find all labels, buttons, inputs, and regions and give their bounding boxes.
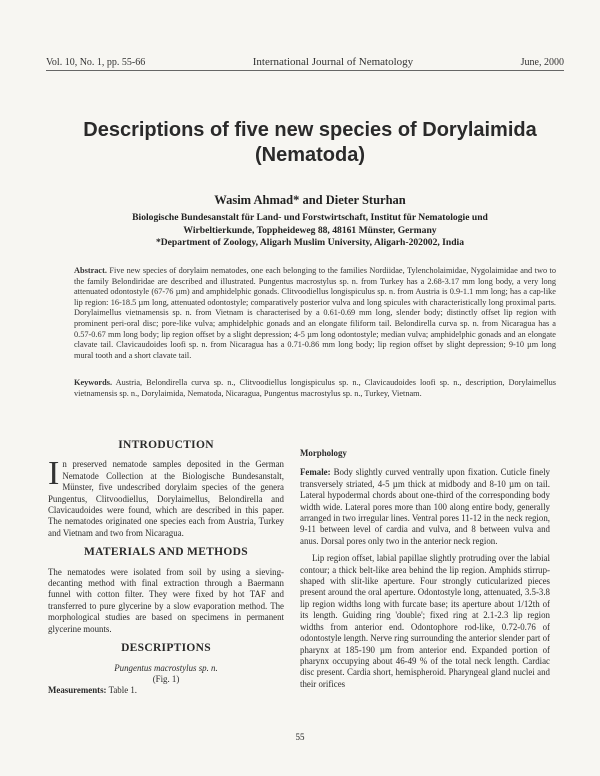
volume-info: Vol. 10, No. 1, pp. 55-66: [46, 57, 146, 68]
authors: Wasim Ahmad* and Dieter Sturhan: [214, 193, 406, 207]
title-line-1: Descriptions of five new species of Dorylaimida: [83, 119, 537, 141]
introduction-paragraph: [48, 455, 284, 539]
morphology-heading: Morphology: [300, 448, 347, 458]
left-column: [48, 440, 284, 697]
running-header: [46, 56, 564, 68]
introduction-heading: INTRODUCTION: [118, 439, 214, 451]
article-title: [40, 118, 580, 168]
measurements-text: Table 1.: [108, 685, 138, 696]
female-label: Female:: [300, 467, 331, 478]
measurements-label: Measurements:: [48, 685, 107, 696]
abstract: [74, 266, 556, 361]
figure-reference: (Fig. 1): [152, 673, 180, 684]
issue-date: June, 2000: [520, 57, 564, 68]
descriptions-heading: DESCRIPTIONS: [121, 642, 211, 655]
abstract-label: Abstract.: [74, 266, 107, 275]
female-text: Body slightly curved ventrally upon fixation. Cuticle finely transversely striated, 4-5 µm thick at midbody and 8-10 µm on tail. Lateral hypodermal chords about one-third of the corresponding body width wide. Lateral pores more than 100 along entire body, generally arranged in two irregular lines. Ventral pores 11-12 in the neck region, 9-11 between level of cardia and vulva, and 8 between vulva and anus. Dorsal pores only two in the anterior neck region.: [300, 467, 550, 546]
title-line-2: (Nematoda): [254, 144, 365, 166]
affiliation-line-3: *Department of Zoology, Aligarh Muslim University, Aligarh-202002, India: [155, 237, 465, 248]
affiliation-line-2: Wirbeltierkunde, Toppheideweg 88, 48161 Münster, Germany: [183, 224, 437, 236]
materials-methods-heading: MATERIALS AND METHODS: [84, 546, 248, 559]
female-paragraph: [300, 467, 550, 547]
species-name: Pungentus macrostylus sp. n.: [114, 662, 218, 673]
affiliations: [60, 212, 560, 250]
right-column: [300, 448, 550, 696]
keywords: [74, 378, 556, 399]
affiliation-line-1: Biologische Bundesanstalt für Land- und Forstwirtschaft, Institut für Nematologie und: [132, 212, 488, 223]
measurements-line: [48, 685, 284, 696]
introduction-text: n preserved nematode samples deposited in the German Nematode Collection at the Biologische Bundesanstalt, Münster, five undescribed dorylaim species of the genera Pungentus, Clitvoodiellus, Dorylaimellus, Belondirella and Clavicaudoides were found, which are described in this paper. The nematodes originated one species each from Austria, Turkey and Vietnam and two from Nicaragua.: [48, 459, 284, 538]
keywords-label: Keywords.: [74, 378, 113, 387]
keywords-text: Austria, Belondirella curva sp. n., Clitvoodiellus longispiculus sp. n., Clavicaudoides loofi sp. n., description, Dorylaimellus vietnamensis sp. n., Dorylaimida, Nematoda, Nicaragua, Pungentus macrostylus sp. n., Turkey, Vietnam.: [74, 378, 556, 398]
lip-region-paragraph: Lip region offset, labial papillae slightly protruding over the labial contour; a thick belt-like area behind the lip region. Amphids stirrup-shaped with slit-like aperture. Four strongly cuticularized pieces present around the oral aperture. Odontostyle long, attenuated, 3.5-3.8 lip region widths long with furcate base; its aperture about 1/12th of its length. Guiding ring 'double'; fixed ring at 2.1-2.3 lip region widths from anterior end. Odontophore rod-like, 0.72-0.76 of odontostyle length. Nerve ring surrounding the anterior slender part of pharynx at 185-190 µm from anterior end. Expanded portion of pharynx occupying about 46-49 % of the total neck length. Cardiac disc present. Cardia short, hemispheroid. Pharyngeal gland nuclei and their orifices: [300, 553, 550, 689]
drop-cap: I: [48, 455, 60, 493]
journal-name: International Journal of Nematology: [252, 56, 414, 68]
header-rule: [46, 70, 564, 71]
abstract-text: Five new species of dorylaim nematodes, one each belonging to the families Nordiidae, Tylencholaimidae, Nygolaimidae and two to the family Belondiridae are described and illustrated. Pungentus macrostylus sp. n. from Turkey has a 2.68-3.17 mm long body, a very long attenuated odontostyle (67-76 µm) and amphidelphic gonads. Clitvoodiellus longispiculus sp. n. from Austria is 0.9-1.1 mm long; has a cap-like lip region: 16-18.5 µm long, attenuated odontostyle; comparatively posterior vulva and long spicules with characteristically long proximal parts. Dorylaimellus vietnamensis sp. n. from Vietnam is characterised by a 0.61-0.69 mm long, slender body; distinctly offset lip region with prominent peri-oral disc; pore-like vulva; amphidelphic gonads and an elongate filiform tail. Belondirella curva sp. n. from Nicaragua has a 0.57-0.67 mm long body; lip region offset by a slight depression; 4-5 µm long odontostyle; median vulva; amphidelphic gonads and an elongate clavate tail. Clavicaudoides loofi sp. n. from Nicaragua has a 0.71-0.86 mm long body; lip region offset by slight depression; 9-10 µm long mural tooth and a short clavate tail.: [74, 266, 556, 360]
materials-methods-text: The nematodes were isolated from soil by using a sieving-decanting method with final extraction through a Baermann funnel with cotton filter. They were fixed by hot TAF and transferred to pure glycerine by a slow evaporation method. The morphological studies are based on specimens in permanent glycerine mounts.: [48, 566, 284, 634]
page-number: 55: [295, 732, 305, 742]
